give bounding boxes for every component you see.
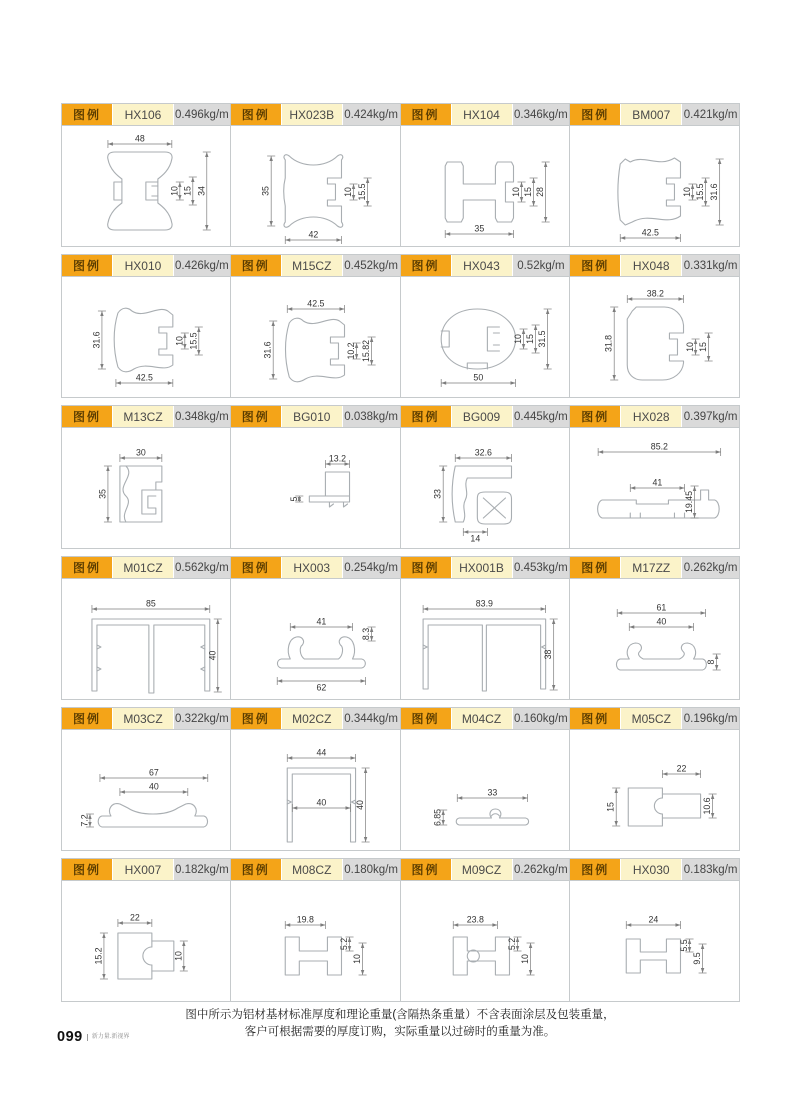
legend-badge: 图例	[401, 255, 451, 276]
dimension	[343, 184, 358, 200]
profile-drawing	[401, 881, 570, 1001]
profile-drawing	[231, 277, 400, 397]
profile-cell	[570, 556, 740, 700]
svg-text:40: 40	[316, 797, 327, 808]
model-code: M15CZ	[281, 255, 343, 276]
svg-text:5.2: 5.2	[338, 937, 349, 951]
svg-text:23.8: 23.8	[466, 914, 484, 925]
svg-text:10: 10	[174, 336, 185, 346]
legend-badge: 图例	[570, 859, 620, 880]
svg-text:10: 10	[342, 187, 353, 197]
svg-text:41: 41	[316, 616, 327, 627]
footer-note-line2: 客户可根据需要的厚度订购，实际重量以过磅时的重量为准。	[244, 1026, 556, 1038]
svg-text:10: 10	[510, 187, 521, 197]
cell-header	[62, 859, 230, 881]
legend-badge: 图例	[62, 859, 112, 880]
model-code: M02CZ	[281, 708, 343, 729]
svg-text:28: 28	[534, 187, 545, 197]
dimension	[506, 937, 521, 951]
svg-text:19.45: 19.45	[684, 491, 695, 513]
footer-note-line1: 图中所示为铝材基材标准厚度和理论重量(含隔热条重量）不含表面涂层及包装重量，	[185, 1009, 615, 1021]
profile-grid	[61, 103, 740, 1002]
svg-text:10.2: 10.2	[345, 342, 356, 360]
profile-cell	[401, 254, 571, 398]
profile-cell	[401, 707, 571, 851]
dimension	[617, 603, 705, 617]
dimension	[277, 677, 365, 692]
weight-value: 0.496kg/m	[174, 104, 230, 125]
dimension	[287, 748, 355, 762]
svg-text:15.5: 15.5	[188, 332, 199, 350]
cell-header	[401, 557, 570, 579]
dimension	[182, 177, 196, 205]
svg-text:15: 15	[524, 334, 535, 344]
model-code: HX003	[281, 557, 343, 578]
legend-badge: 图例	[401, 406, 451, 427]
legend-badge: 图例	[401, 708, 451, 729]
dimension	[285, 915, 325, 929]
legend-badge: 图例	[570, 406, 620, 427]
svg-text:7.2: 7.2	[79, 814, 90, 827]
profile-cell	[570, 405, 740, 549]
dimension	[173, 941, 187, 971]
dimension	[91, 311, 105, 369]
model-code: HX104	[451, 104, 513, 125]
dimension	[287, 299, 344, 313]
profile-cell	[231, 858, 401, 1002]
model-code: HX030	[620, 859, 682, 880]
weight-value: 0.346kg/m	[513, 104, 570, 125]
dimension	[325, 454, 349, 468]
legend-badge: 图例	[401, 104, 451, 125]
dimension	[196, 152, 210, 230]
cell-header	[231, 406, 400, 428]
profile-drawing	[401, 579, 570, 699]
profile-cell	[231, 103, 401, 247]
model-code: M03CZ	[112, 708, 174, 729]
svg-text:15.5: 15.5	[695, 183, 706, 201]
dimension	[285, 230, 341, 244]
legend-badge: 图例	[570, 255, 620, 276]
dimension	[432, 809, 447, 826]
dimension	[679, 939, 694, 952]
profile-drawing	[231, 428, 400, 548]
profile-drawing	[231, 730, 400, 850]
svg-text:10.6: 10.6	[702, 797, 713, 815]
model-code: BG009	[451, 406, 513, 427]
dimension	[361, 627, 376, 641]
profile-drawing	[62, 579, 230, 699]
dimension	[423, 599, 546, 613]
svg-text:15: 15	[522, 187, 533, 197]
profile-cell	[61, 556, 231, 700]
dimension	[692, 944, 707, 973]
legend-badge: 图例	[62, 406, 112, 427]
weight-value: 0.421kg/m	[682, 104, 739, 125]
cell-header	[570, 557, 739, 579]
legend-badge: 图例	[570, 104, 620, 125]
svg-text:40: 40	[207, 650, 218, 661]
model-code: HX028	[620, 406, 682, 427]
dimension	[709, 159, 724, 225]
dimension	[108, 133, 172, 148]
profile-drawing	[570, 730, 739, 850]
svg-text:42.5: 42.5	[307, 298, 325, 309]
legend-badge: 图例	[62, 708, 112, 729]
profile-drawing	[401, 277, 570, 397]
dimension	[453, 915, 497, 929]
cell-header	[570, 859, 739, 881]
profile-drawing	[62, 730, 230, 850]
svg-text:40: 40	[656, 616, 667, 627]
dimension	[355, 768, 370, 842]
svg-text:6.85: 6.85	[432, 808, 443, 827]
weight-value: 0.262kg/m	[682, 557, 739, 578]
cell-header	[570, 406, 739, 428]
dimension	[357, 178, 372, 206]
dimension	[441, 373, 515, 387]
profile-cell	[61, 405, 231, 549]
profile-cell	[231, 405, 401, 549]
svg-text:5.2: 5.2	[506, 937, 517, 951]
model-code: HX043	[451, 255, 513, 276]
weight-value: 0.182kg/m	[174, 859, 230, 880]
dimension	[100, 767, 208, 782]
model-code: M08CZ	[281, 859, 343, 880]
dimension	[663, 764, 701, 778]
svg-text:40: 40	[354, 800, 365, 810]
legend-badge: 图例	[231, 859, 281, 880]
weight-value: 0.322kg/m	[174, 708, 230, 729]
svg-text:42.5: 42.5	[135, 372, 153, 383]
profile-cell	[401, 858, 571, 1002]
profile-drawing	[231, 881, 400, 1001]
dimension	[630, 617, 694, 631]
profile-cell	[570, 254, 740, 398]
page-footer	[57, 1029, 129, 1045]
svg-text:41: 41	[652, 477, 663, 488]
svg-text:8.3: 8.3	[360, 627, 371, 641]
dimension	[455, 448, 511, 462]
dimension	[116, 372, 173, 387]
dimension	[695, 178, 710, 206]
svg-text:15: 15	[605, 802, 616, 812]
dimension	[346, 342, 361, 359]
profile-cell	[570, 858, 740, 1002]
model-code: HX001B	[451, 557, 513, 578]
dimension	[292, 798, 350, 812]
legend-badge: 图例	[570, 708, 620, 729]
svg-text:15.82: 15.82	[360, 340, 371, 362]
svg-text:15: 15	[698, 342, 709, 352]
dimension	[79, 814, 93, 827]
legend-badge: 图例	[231, 104, 281, 125]
weight-value: 0.262kg/m	[513, 859, 570, 880]
model-code: HX023B	[281, 104, 343, 125]
dimension	[361, 337, 376, 365]
profile-cell	[401, 103, 571, 247]
weight-value: 0.183kg/m	[682, 859, 739, 880]
dimension	[698, 333, 713, 361]
weight-value: 0.562kg/m	[174, 557, 230, 578]
cell-header	[401, 406, 570, 428]
svg-text:50: 50	[472, 372, 483, 383]
legend-badge: 图例	[231, 557, 281, 578]
cell-header	[62, 708, 230, 730]
svg-text:40: 40	[148, 781, 159, 792]
profile-drawing	[570, 277, 739, 397]
dimension	[628, 289, 684, 303]
weight-value: 0.426kg/m	[174, 255, 230, 276]
model-code: M01CZ	[112, 557, 174, 578]
dimension	[606, 788, 621, 826]
dimension	[457, 788, 527, 802]
svg-text:15.5: 15.5	[356, 183, 367, 201]
profile-drawing	[231, 579, 400, 699]
svg-text:44: 44	[316, 747, 327, 758]
profile-drawing	[570, 428, 739, 548]
svg-text:85.2: 85.2	[651, 441, 669, 452]
dimension	[535, 162, 550, 222]
profile-drawing	[231, 126, 400, 246]
svg-text:32.6: 32.6	[474, 447, 492, 458]
profile-cell	[570, 707, 740, 851]
profile-cell	[231, 707, 401, 851]
model-code: M04CZ	[451, 708, 513, 729]
svg-text:67: 67	[148, 767, 159, 778]
dimension	[339, 937, 354, 951]
svg-text:10: 10	[169, 186, 180, 196]
svg-text:85: 85	[145, 598, 156, 609]
svg-text:42: 42	[308, 229, 319, 240]
legend-badge: 图例	[231, 708, 281, 729]
cell-header	[570, 708, 739, 730]
dimension	[289, 496, 304, 502]
dimension	[290, 617, 352, 631]
cell-header	[231, 708, 400, 730]
profile-cell	[570, 103, 740, 247]
profile-cell	[61, 858, 231, 1002]
profile-drawing	[62, 126, 230, 246]
dimension	[93, 933, 107, 979]
svg-text:30: 30	[135, 447, 146, 458]
legend-badge: 图例	[62, 104, 112, 125]
cell-header	[401, 859, 570, 881]
dimension	[352, 943, 367, 975]
profile-cell	[61, 707, 231, 851]
svg-text:35: 35	[97, 489, 108, 499]
svg-text:10: 10	[512, 334, 523, 344]
dimension	[174, 333, 188, 349]
legend-badge: 图例	[401, 859, 451, 880]
dimension	[684, 486, 699, 518]
svg-text:10: 10	[519, 954, 530, 964]
weight-value: 0.331kg/m	[682, 255, 739, 276]
svg-text:35: 35	[473, 223, 484, 234]
dimension	[262, 321, 277, 379]
weight-value: 0.445kg/m	[513, 406, 570, 427]
cell-header	[62, 255, 230, 277]
cell-header	[231, 859, 400, 881]
svg-text:10: 10	[351, 954, 362, 964]
dimension	[627, 915, 681, 929]
profile-cell	[231, 254, 401, 398]
brand-text: 新力量.新视界	[87, 1034, 130, 1041]
dimension	[706, 654, 721, 670]
weight-value: 0.453kg/m	[513, 557, 570, 578]
dimension	[118, 912, 152, 927]
weight-value: 0.397kg/m	[682, 406, 739, 427]
svg-text:5.5: 5.5	[679, 939, 690, 952]
svg-text:62: 62	[316, 682, 327, 693]
model-code: BG010	[281, 406, 343, 427]
model-code: M13CZ	[112, 406, 174, 427]
profile-drawing	[570, 881, 739, 1001]
dimension	[188, 327, 202, 355]
profile-cell	[61, 254, 231, 398]
svg-text:42.5: 42.5	[642, 227, 660, 238]
svg-text:38.2: 38.2	[647, 288, 665, 299]
dimension	[432, 466, 447, 522]
cell-header	[231, 255, 400, 277]
cell-header	[401, 255, 570, 277]
legend-badge: 图例	[570, 557, 620, 578]
weight-value: 0.160kg/m	[513, 708, 570, 729]
svg-text:31.6: 31.6	[709, 183, 720, 201]
svg-text:15: 15	[182, 186, 193, 196]
legend-badge: 图例	[231, 406, 281, 427]
svg-text:10: 10	[685, 342, 696, 352]
profile-drawing	[570, 579, 739, 699]
cell-header	[401, 104, 570, 126]
model-code: HX048	[620, 255, 682, 276]
weight-value: 0.452kg/m	[343, 255, 400, 276]
svg-text:19.8: 19.8	[296, 914, 314, 925]
weight-value: 0.254kg/m	[343, 557, 400, 578]
weight-value: 0.344kg/m	[343, 708, 400, 729]
dimension	[120, 781, 188, 796]
model-code: BM007	[620, 104, 682, 125]
cell-header	[62, 406, 230, 428]
profile-drawing	[570, 126, 739, 246]
profile-drawing	[62, 277, 230, 397]
dimension	[537, 309, 552, 369]
svg-text:33: 33	[432, 489, 443, 499]
model-code: HX007	[112, 859, 174, 880]
svg-text:31.6: 31.6	[262, 341, 273, 359]
legend-badge: 图例	[231, 255, 281, 276]
svg-text:83.9: 83.9	[475, 598, 493, 609]
svg-text:31.6: 31.6	[91, 331, 102, 349]
svg-text:31.5: 31.5	[536, 330, 547, 348]
svg-text:14: 14	[469, 533, 480, 544]
model-code: HX010	[112, 255, 174, 276]
cell-header	[231, 557, 400, 579]
profile-cell	[231, 556, 401, 700]
cell-header	[570, 255, 739, 277]
svg-text:24: 24	[648, 914, 659, 925]
svg-text:61: 61	[656, 602, 667, 613]
dimension	[520, 943, 535, 975]
svg-text:15.2: 15.2	[93, 947, 104, 965]
dimension	[598, 442, 721, 456]
dimension	[463, 528, 487, 543]
cell-header	[62, 557, 230, 579]
profile-drawing	[62, 428, 230, 548]
cell-header	[62, 104, 230, 126]
svg-text:22: 22	[130, 912, 140, 923]
svg-text:34: 34	[196, 186, 207, 196]
svg-text:38: 38	[542, 649, 553, 660]
dimension	[97, 466, 111, 522]
svg-text:48: 48	[134, 133, 145, 144]
dimension	[604, 307, 619, 380]
weight-value: 0.180kg/m	[343, 859, 400, 880]
dimension	[445, 224, 513, 238]
cell-header	[570, 104, 739, 126]
legend-badge: 图例	[62, 557, 112, 578]
profile-drawing	[62, 881, 230, 1001]
profile-cell	[401, 405, 571, 549]
svg-text:33: 33	[486, 787, 497, 798]
svg-text:10: 10	[682, 187, 693, 197]
page-number: 099	[57, 1029, 83, 1045]
profile-cell	[61, 103, 231, 247]
svg-text:9.5: 9.5	[692, 952, 703, 965]
svg-text:13.2: 13.2	[328, 453, 346, 464]
dimension	[702, 794, 717, 818]
dimension	[92, 598, 210, 613]
svg-text:35: 35	[260, 186, 271, 196]
profile-cell	[401, 556, 571, 700]
weight-value: 0.038kg/m	[343, 406, 400, 427]
model-code: M09CZ	[451, 859, 513, 880]
svg-text:10: 10	[173, 951, 184, 961]
legend-badge: 图例	[401, 557, 451, 578]
weight-value: 0.52kg/m	[513, 255, 570, 276]
cell-header	[231, 104, 400, 126]
model-code: HX106	[112, 104, 174, 125]
dimension	[120, 447, 162, 462]
svg-text:22: 22	[676, 763, 687, 774]
weight-value: 0.424kg/m	[343, 104, 400, 125]
legend-badge: 图例	[62, 255, 112, 276]
profile-drawing	[401, 126, 570, 246]
weight-value: 0.348kg/m	[174, 406, 230, 427]
model-code: M05CZ	[620, 708, 682, 729]
dimension	[620, 228, 680, 242]
svg-text:31.8: 31.8	[603, 334, 614, 353]
dimension	[260, 156, 275, 226]
cell-header	[401, 708, 570, 730]
weight-value: 0.196kg/m	[682, 708, 739, 729]
profile-drawing	[401, 730, 570, 850]
dimension	[631, 478, 685, 492]
profile-drawing	[401, 428, 570, 548]
model-code: M17ZZ	[620, 557, 682, 578]
svg-text:5: 5	[288, 496, 299, 502]
svg-text:8: 8	[706, 659, 717, 665]
